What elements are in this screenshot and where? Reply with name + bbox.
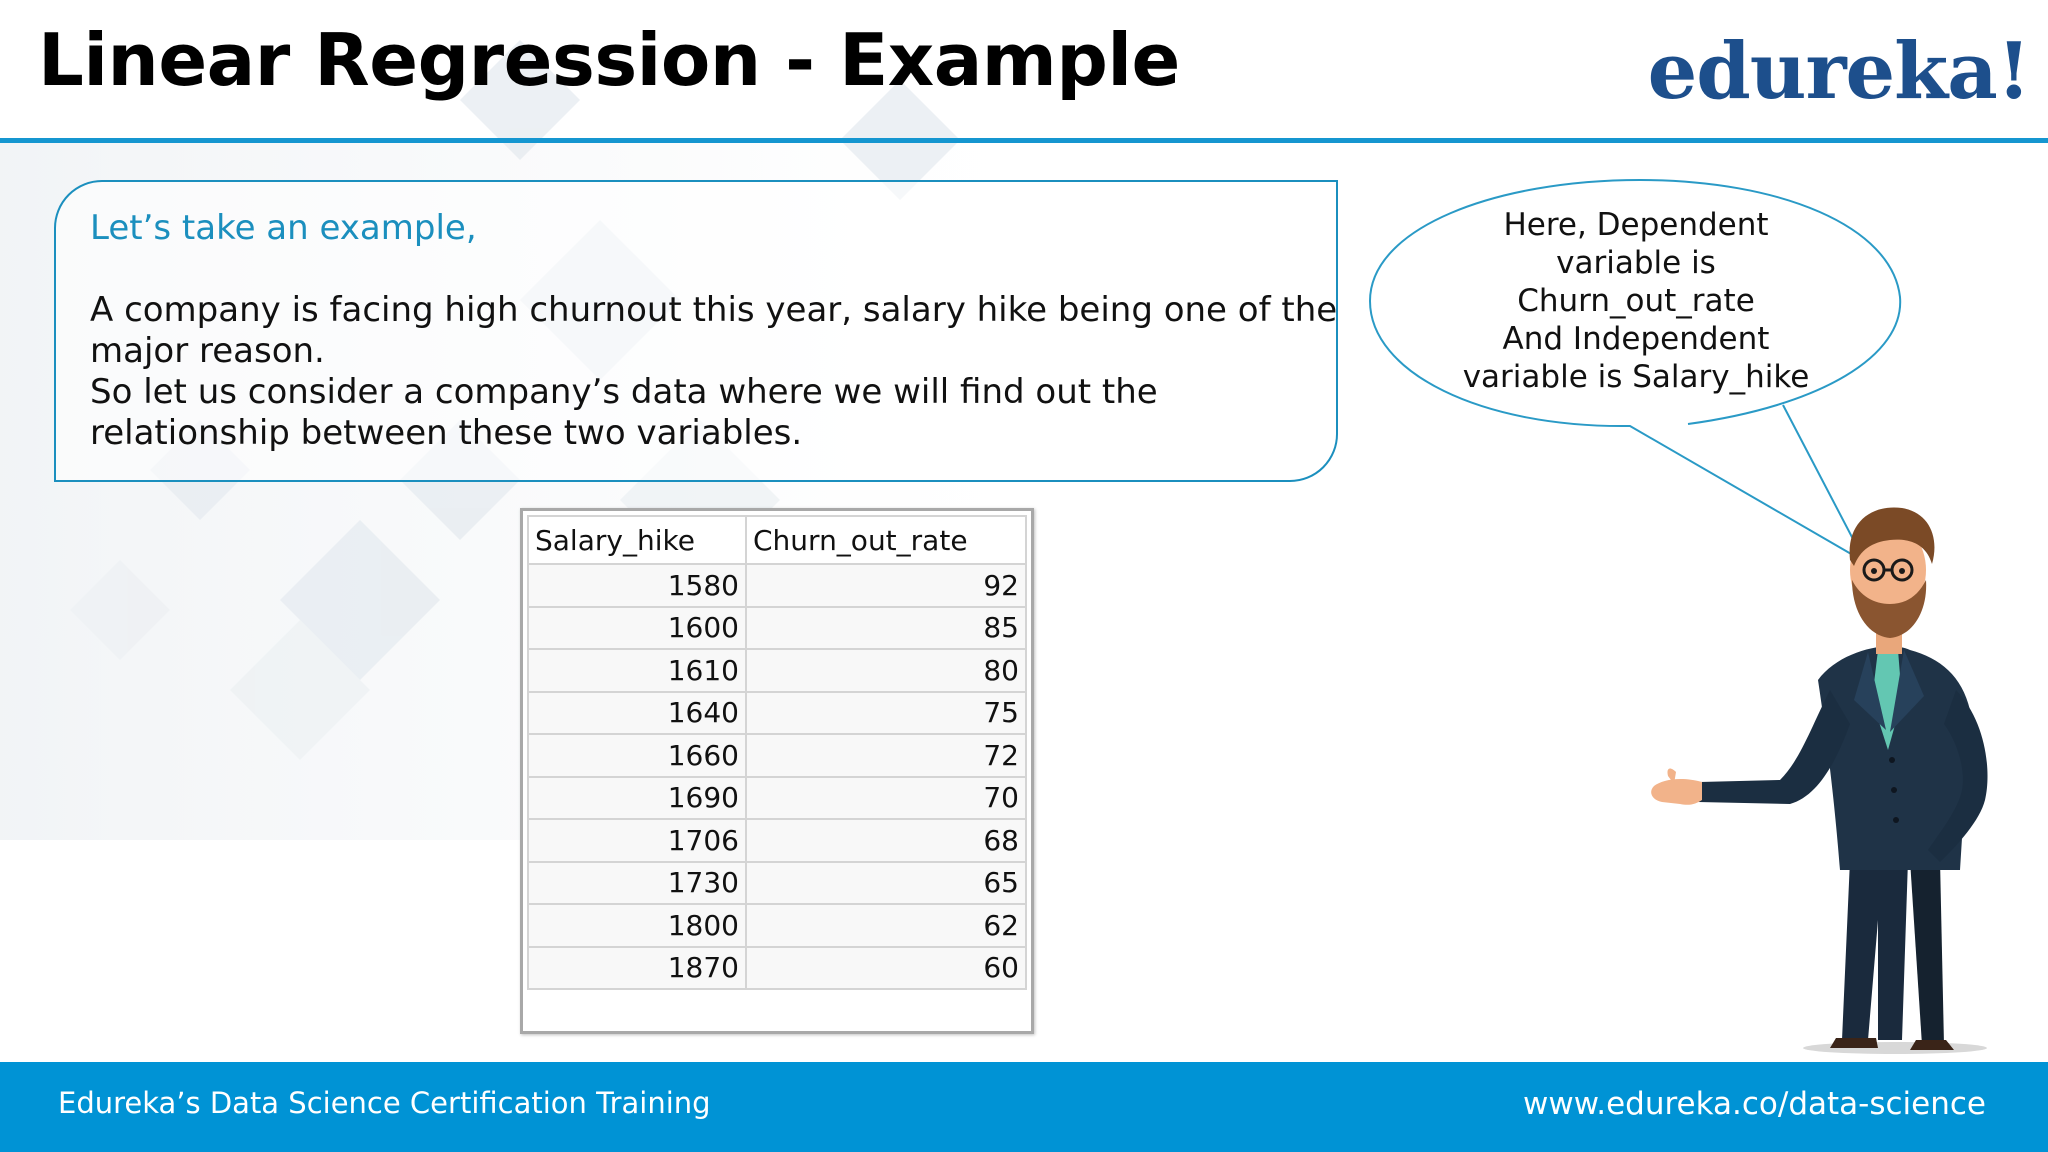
bubble-line: variable is Salary_hike [1462,359,1810,395]
example-paragraph-1: A company is facing high churnout this year, salary hike being one of the major reason. [90,290,1338,371]
example-heading: Let’s take an example, [90,208,477,248]
salary-hike-cell: 1870 [528,947,746,990]
bubble-line: variable is [1556,245,1716,281]
data-table [527,515,1027,990]
salary-hike-cell: 1730 [528,862,746,905]
churn-out-rate-cell: 62 [746,904,1026,947]
salary-hike-cell: 1800 [528,904,746,947]
column-header-churn-out-rate: Churn_out_rate [746,516,1026,564]
table-row [528,777,1026,820]
presenter-shoes [1830,1038,1878,1048]
presenter-legs [1842,860,1908,1040]
table-header-row [528,516,1026,564]
salary-hike-cell: 1640 [528,692,746,735]
speech-bubble-text [1462,206,1810,396]
churn-out-rate-cell: 75 [746,692,1026,735]
churn-out-rate-cell: 72 [746,734,1026,777]
example-text-box [54,180,1338,482]
salary-hike-cell: 1706 [528,819,746,862]
presenter-illustration [1640,500,2030,1060]
table-row [528,947,1026,990]
churn-out-rate-cell: 68 [746,819,1026,862]
table-row [528,819,1026,862]
churn-out-rate-cell: 70 [746,777,1026,820]
churn-out-rate-cell: 80 [746,649,1026,692]
salary-hike-cell: 1660 [528,734,746,777]
salary-hike-cell: 1610 [528,649,746,692]
salary-hike-cell: 1580 [528,564,746,607]
column-header-salary-hike: Salary_hike [528,516,746,564]
slide-footer [0,1062,2048,1152]
churn-out-rate-cell: 60 [746,947,1026,990]
table-row [528,862,1026,905]
table-row [528,607,1026,650]
edureka-logo: edureka! [1647,26,2030,117]
slide-title: Linear Regression - Example [38,18,1180,102]
bubble-line: Churn_out_rate [1517,283,1755,319]
example-paragraph-2: So let us consider a company’s data where we will find out the relationship between these two variables. [90,372,1158,453]
example-body [90,290,1340,454]
churn-out-rate-cell: 65 [746,862,1026,905]
footer-website-link[interactable]: www.edureka.co/data-science [1523,1086,1986,1122]
presenter-hand [1651,779,1702,805]
salary-hike-cell: 1690 [528,777,746,820]
footer-course-title: Edureka’s Data Science Certification Training [58,1086,711,1120]
table-row [528,904,1026,947]
presenter-left-arm [1698,690,1850,804]
salary-churn-table [520,508,1034,1034]
churn-out-rate-cell: 92 [746,564,1026,607]
table-row [528,692,1026,735]
slide-header [0,0,2048,140]
table-row [528,649,1026,692]
salary-hike-cell: 1600 [528,607,746,650]
bubble-line: And Independent [1502,321,1770,357]
table-row [528,734,1026,777]
table-row [528,564,1026,607]
bubble-line: Here, Dependent [1503,207,1769,243]
churn-out-rate-cell: 85 [746,607,1026,650]
header-divider [0,138,2048,143]
